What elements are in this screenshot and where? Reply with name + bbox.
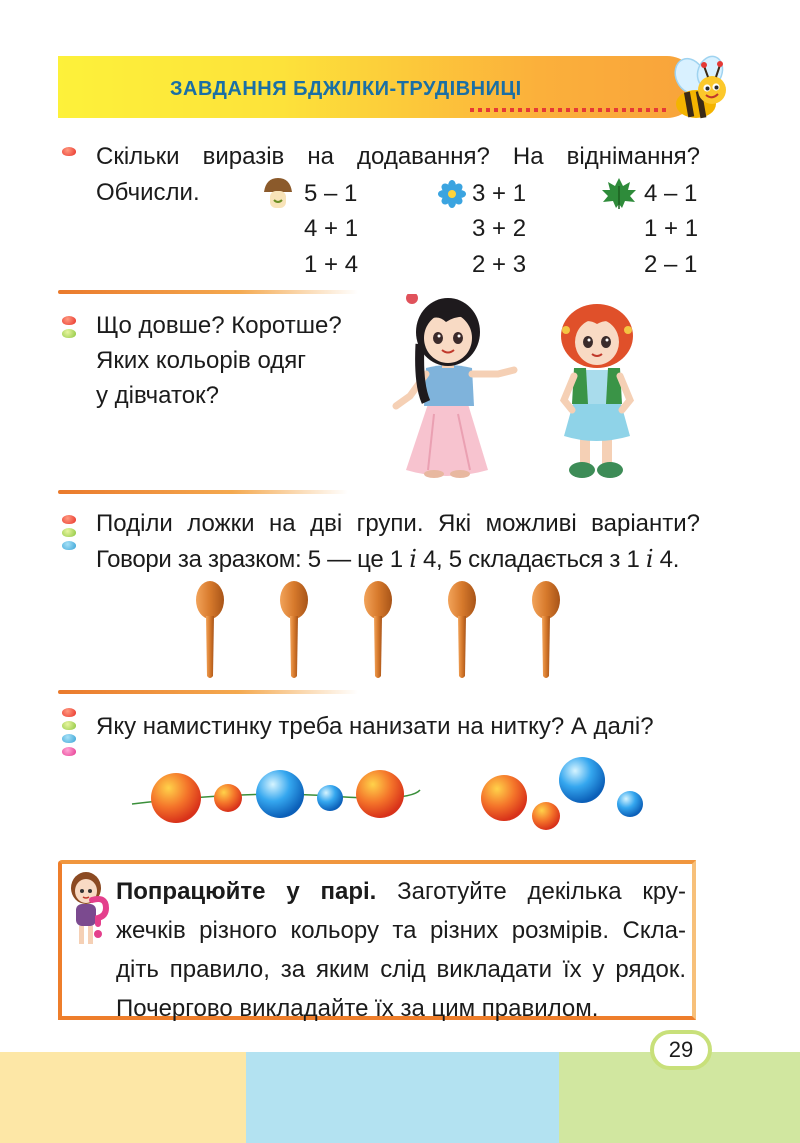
- bead-red-large: [151, 773, 201, 823]
- footer-band-yellow: [0, 1052, 246, 1143]
- bead-red-large: [356, 770, 404, 818]
- spoon-icon: [524, 580, 568, 682]
- bullet-red: [62, 147, 76, 156]
- bullet-blue: [62, 734, 76, 743]
- italic-conjunction: і: [645, 545, 654, 573]
- pair-work-line: жечків різного кольору та різних розмірів. Скла-: [116, 917, 686, 944]
- expression: 2 – 1: [644, 251, 698, 278]
- expression: 3 + 1: [472, 180, 527, 207]
- expression: 3 + 2: [472, 215, 527, 242]
- italic-conjunction: і: [409, 545, 417, 573]
- section-divider: [58, 690, 358, 694]
- girl-dark-hair-illustration: [388, 294, 518, 482]
- task1-instruction: Обчисли.: [96, 179, 200, 206]
- section-divider: [58, 290, 358, 294]
- bullet-red: [62, 515, 76, 524]
- task3-question: Поділи ложки на дві групи. Які можливі варіанти?: [96, 510, 700, 537]
- bead-blue-large: [559, 757, 605, 803]
- text-segment: 4, 5 складається з 1: [416, 546, 646, 573]
- bead-blue-small: [617, 791, 643, 817]
- bullet-green: [62, 721, 76, 730]
- pair-work-text: [116, 872, 686, 1028]
- spoon-icon: [440, 580, 484, 682]
- spoon-icon: [356, 580, 400, 682]
- text-segment: 4.: [653, 546, 680, 573]
- banner-dots: [470, 108, 670, 112]
- expression: 4 – 1: [644, 180, 698, 207]
- pair-work-line: [116, 872, 686, 911]
- task2-line: Яких кольорів одяг: [96, 347, 307, 374]
- task2-line: Що довше? Коротше?: [96, 312, 342, 339]
- bullet-green: [62, 528, 76, 537]
- pair-work-line: діть правило, за яким слід викладати їх у рядок.: [116, 956, 686, 983]
- bead-blue-small: [317, 785, 343, 811]
- footer-band-blue: [246, 1052, 559, 1143]
- task4-question: Яку намистинку треба нанизати на нитку? А далі?: [96, 713, 654, 740]
- pair-work-line: Почергово викладайте їх за цим правилом.: [116, 995, 599, 1022]
- expression: 4 + 1: [304, 215, 359, 242]
- bead-red-large: [481, 775, 527, 821]
- spoon-icon: [272, 580, 316, 682]
- beads-illustration: [130, 752, 670, 840]
- leaf-icon: [600, 176, 638, 210]
- spoons-row: [188, 580, 588, 682]
- text-segment: Говори за зразком: 5 — це 1: [96, 546, 410, 573]
- girl-question-mark-icon: [66, 870, 110, 950]
- bullet-blue: [62, 541, 76, 550]
- girl-red-hair-illustration: [552, 300, 642, 484]
- page-title: ЗАВДАННЯ БДЖІЛКИ-ТРУДІВНИЦІ: [170, 78, 522, 100]
- bead-red-small: [214, 784, 242, 812]
- spoon-icon: [188, 580, 232, 682]
- flower-icon: [438, 180, 466, 208]
- bullet-red: [62, 708, 76, 717]
- task2-line: у дівчаток?: [96, 382, 219, 409]
- section-divider: [58, 490, 348, 494]
- bead-blue-large: [256, 770, 304, 818]
- text-segment: Заготуйте декілька кру-: [376, 878, 686, 905]
- expression: 1 + 4: [304, 251, 359, 278]
- bullet-pink: [62, 747, 76, 756]
- expression: 1 + 1: [644, 215, 699, 242]
- bee-icon: [660, 46, 740, 126]
- bullet-red: [62, 316, 76, 325]
- task1-question: Скільки виразів на додавання? На віднімання?: [96, 143, 700, 170]
- bullet-green: [62, 329, 76, 338]
- expression: 5 – 1: [304, 180, 358, 207]
- page-number: 29: [650, 1030, 712, 1070]
- mushroom-icon: [262, 176, 294, 210]
- pair-work-heading: Попрацюйте у парі.: [116, 878, 377, 905]
- bead-red-small: [532, 802, 560, 830]
- task3-example: [96, 542, 706, 577]
- expression: 2 + 3: [472, 251, 527, 278]
